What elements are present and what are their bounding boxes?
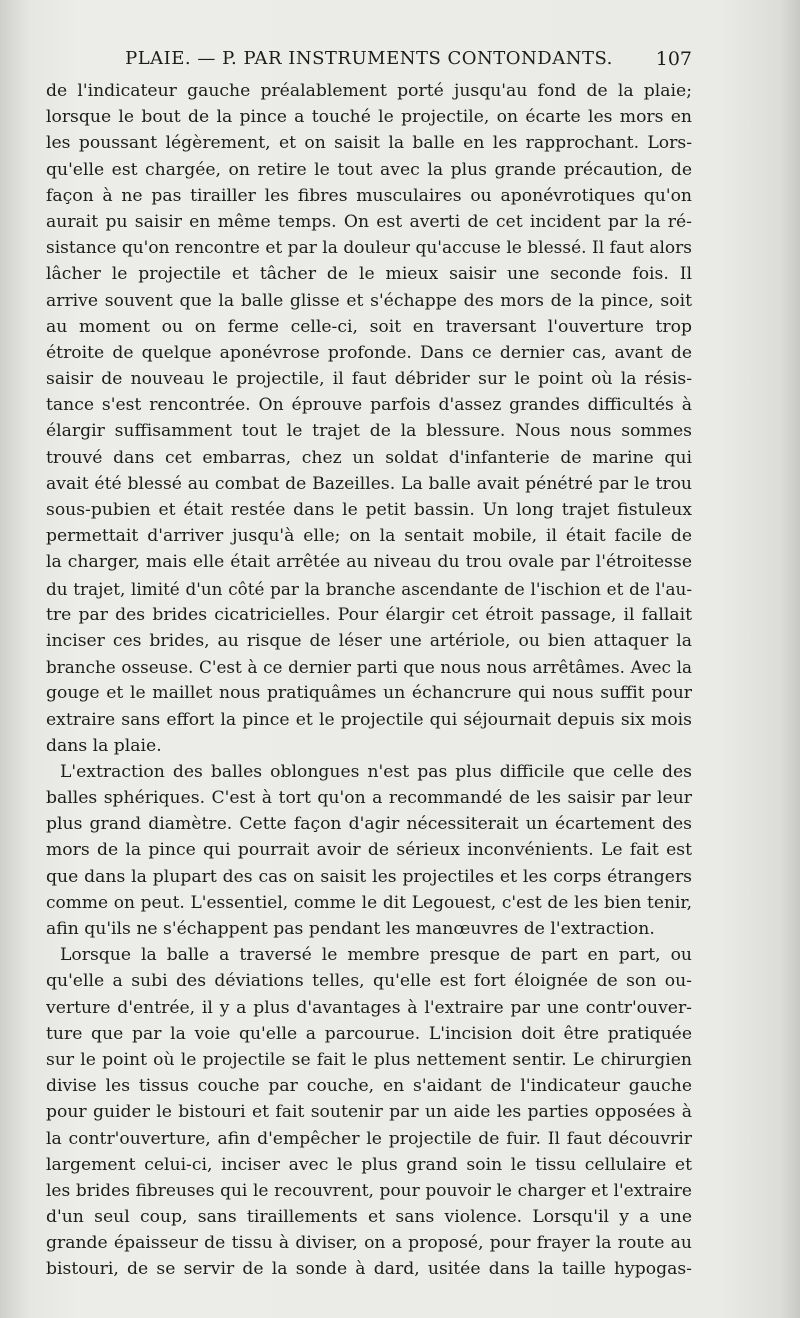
text-line: dans la plaie. [46,735,162,756]
text-line: bistouri, de se servir de la sonde à dard, usitée dans la taille hypogas- [46,1259,692,1280]
text-line: afin qu'ils ne s'échappent pas pendant les manœuvres de l'extraction. [46,919,655,939]
text-line: élargir suffisamment tout le trajet de la blessure. Nous nous sommes [46,421,692,442]
text-line: façon à ne pas tirailler les fibres musculaires ou aponévrotiques qu'on [46,185,692,206]
text-line: balles sphériques. C'est à tort qu'on a recommandé de les saisir par leur [46,788,692,809]
text-line: d'un seul coup, sans tiraillements et sans violence. Lorsqu'il y a une [46,1207,692,1228]
running-title: PLAIE. — P. PAR INSTRUMENTS CONTONDANTS. [125,48,613,69]
text-line: branche osseuse. C'est à ce dernier parti que nous nous arrêtâmes. Avec la [46,657,692,678]
text-line: trouvé dans cet embarras, chez un soldat d'infanterie de marine qui [46,447,692,468]
text-line: L'extraction des balles oblongues n'est pas plus difficile que celle des [60,761,692,782]
text-line: comme on peut. L'essentiel, comme le dit Legouest, c'est de les bien tenir, [46,892,692,913]
text-line: largement celui-ci, inciser avec le plus grand soin le tissu cellulaire et [46,1154,692,1175]
text-line: tance s'est rencontrée. On éprouve parfois d'assez grandes difficultés à [46,395,692,416]
text-line: les poussant légèrement, et on saisit la balle en les rapprochant. Lors- [46,133,692,154]
text-line: Lorsque la balle a traversé le membre presque de part en part, ou [60,945,692,966]
text-line: lâcher le projectile et tâcher de le mieux saisir une seconde fois. Il [46,264,692,285]
text-line: extraire sans effort la pince et le projectile qui séjournait depuis six mois [46,709,692,730]
text-line: qu'elle est chargée, on retire le tout avec la plus grande précaution, de [46,159,692,180]
text-line: inciser ces brides, au risque de léser une artériole, ou bien attaquer la [46,630,692,651]
text-line: plus grand diamètre. Cette façon d'agir nécessiterait un écartement des [46,814,692,835]
text-line: arrive souvent que la balle glisse et s'échappe des mors de la pince, soit [46,290,692,311]
text-line: gouge et le maillet nous pratiquâmes un échancrure qui nous suffit pour [46,683,692,704]
text-line: du trajet, limité d'un côté par la branche ascendante de l'ischion et de l'au- [46,578,692,599]
text-line: grande épaisseur de tissu à diviser, on a proposé, pour frayer la route au [46,1233,692,1254]
text-line: la charger, mais elle était arrêtée au niveau du trou ovale par l'étroitesse [46,552,692,573]
text-line: sur le point où le projectile se fait le plus nettement sentir. Le chirurgien [46,1049,692,1070]
text-line: sous-pubien et était restée dans le petit bassin. Un long trajet fistuleux [46,500,692,520]
text-line: pour guider le bistouri et fait soutenir par un aide les parties opposées à [46,1102,692,1123]
text-line: saisir de nouveau le projectile, il faut débrider sur le point où la résis- [46,369,692,390]
text-line: de l'indicateur gauche préalablement porté jusqu'au fond de la plaie; [46,81,692,101]
text-line: étroite de quelque aponévrose profonde. Dans ce dernier cas, avant de [46,342,692,363]
text-line: que dans la plupart des cas on saisit les projectiles et les corps étrangers [46,866,692,887]
running-header [46,46,692,74]
text-line: au moment ou on ferme celle-ci, soit en traversant l'ouverture trop [46,316,692,337]
text-line: qu'elle a subi des déviations telles, qu'elle est fort éloignée de son ou- [46,971,692,992]
text-line: la contr'ouverture, afin d'empêcher le projectile de fuir. Il faut découvrir [46,1128,692,1149]
text-line: sistance qu'on rencontre et par la douleur qu'accuse le blessé. Il faut alors [46,238,692,259]
body-text [46,78,692,1283]
text-line: tre par des brides cicatricielles. Pour élargir cet étroit passage, il fallait [46,604,692,625]
text-line: permettait d'arriver jusqu'à elle; on la sentait mobile, il était facile de [46,526,692,547]
text-line: lorsque le bout de la pince a touché le projectile, on écarte les mors en [46,107,692,128]
text-line: les brides fibreuses qui le recouvrent, pour pouvoir le charger et l'extraire [46,1180,692,1201]
text-line: aurait pu saisir en même temps. On est averti de cet incident par la ré- [46,211,692,232]
text-line: ture que par la voie qu'elle a parcourue. L'incision doit être pratiquée [46,1023,692,1044]
text-line: mors de la pince qui pourrait avoir de sérieux inconvénients. Le fait est [46,840,692,861]
text-line: divise les tissus couche par couche, en s'aidant de l'indicateur gauche [46,1076,692,1097]
text-line: verture d'entrée, il y a plus d'avantages à l'extraire par une contr'ouver- [46,997,692,1018]
page-number: 107 [655,48,692,70]
text-line: avait été blessé au combat de Bazeilles. La balle avait pénétré par le trou [46,473,692,494]
